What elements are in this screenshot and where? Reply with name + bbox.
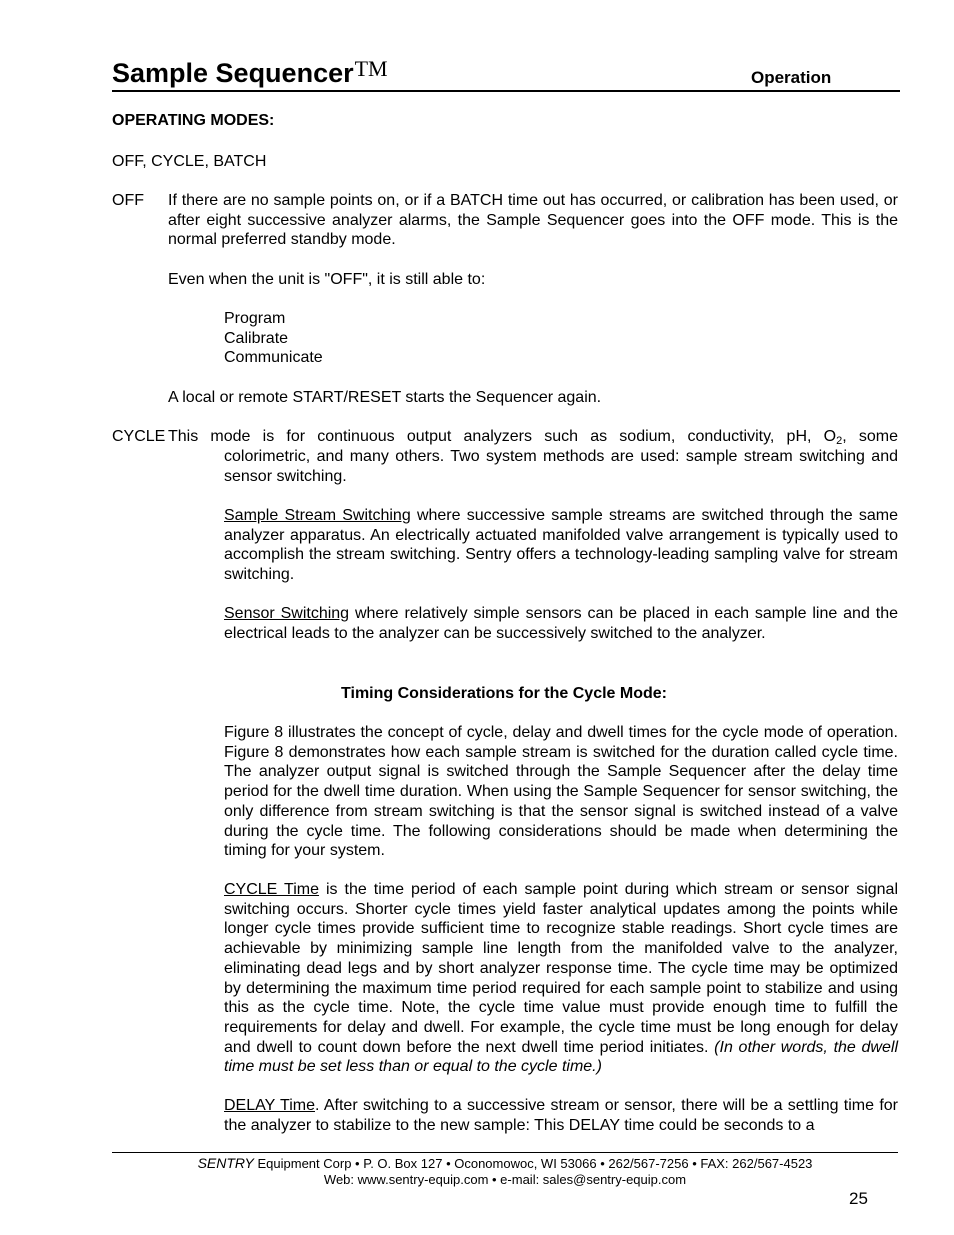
off-mode-label: OFF [112, 192, 144, 209]
footer-web-contact: Web: www.sentry-equip.com • e-mail: sales@sentry-equip.com [323, 1172, 687, 1187]
list-item: Calibrate [224, 329, 289, 347]
cycle-time-note: (In other words, the dwell time must be set less than or equal to the cycle time.) [224, 1038, 898, 1076]
cycle-mode-intro-line: This mode is for continuous output analyzers such as sodium, conductivity, pH, $O_2$, some [168, 428, 899, 447]
list-item: Communicate [224, 349, 323, 367]
sensor-switching-term: Sensor Switching [224, 605, 350, 622]
sample-stream-switching-term: Sample Stream Switching [224, 507, 411, 524]
header-rule [112, 90, 900, 92]
off-mode-abilities-intro: Even when the unit is "OFF", it is still able to: [168, 271, 486, 288]
timing-figure-paragraph: Figure 8 illustrates the concept of cycle, delay and dwell times for the cycle mode of operation. Figure 8 demonstrates how each sample stream is switched for the duration called cycle time. The analyzer output signal is switched through the Sample Sequencer after the delay time period for the dwell time duration. When using the Sample Sequencer for sensor switching, the only difference from stream switching is that the sensor signal is switched instead of a valve during the cycle time. The following considerations should be made when determining the timing for your system. [224, 724, 898, 860]
page-title [112, 56, 388, 89]
list-item: Program [224, 310, 286, 327]
timing-considerations-heading: Timing Considerations for the Cycle Mode: [341, 685, 667, 702]
cycle-mode-label: CYCLE [112, 428, 166, 445]
cycle-time-term: CYCLE Time [224, 881, 320, 898]
section-label: Operation [751, 68, 832, 87]
footer-company-name: SENTRY [197, 1155, 254, 1171]
trademark-symbol: TM [354, 56, 388, 81]
sensor-switching-paragraph: Sensor Switching where relatively simple sensors can be placed in each sample line and the electrical leads to the analyzer can be successively switched to the analyzer. [224, 605, 898, 642]
cycle-time-paragraph: CYCLE Time is the time period of each sample point during which stream or sensor signal switching occurs. Shorter cycle times yield faster analytical updates among the points while longer cycle times provide sufficient time to recognize stable readings. Short cycle times are achievable by minimizing sample line length from the manifolded valve to the analyzer, eliminating dead legs and by short analyzer response time. The cycle time may be optimized by determining the maximum time period required for each sample point to stabilize and using this as the cycle time. Note, the cycle time value must provide enough time to fulfill the requirements for delay and dwell. For example, the cycle time must be long enough for delay and dwell to count down before the next dwell time period initiates. (In other words, the dwell time must be set less than or equal to the cycle time.) [224, 881, 898, 1076]
off-mode-description: If there are no sample points on, or if a BATCH time out has occurred, or calibration has been used, or after eight successive analyzer alarms, the Sample Sequencer goes into the OFF mode. This is the normal preferred standby mode. [168, 192, 898, 249]
delay-time-paragraph: DELAY Time. After switching to a successive stream or sensor, there will be a settling time for the analyzer to stabilize to the new sample: This DELAY time could be seconds to a [224, 1097, 899, 1134]
product-name: Sample Sequencer [112, 58, 354, 88]
delay-time-term: DELAY Time [224, 1097, 315, 1114]
operating-modes-heading: OPERATING MODES: [112, 112, 275, 129]
off-abilities-list [224, 309, 323, 368]
cycle-mode-intro-continued: colorimetric, and many others. Two system methods are used: sample stream switching and sensor switching. [224, 448, 898, 485]
off-mode-restart-note: A local or remote START/RESET starts the Sequencer again. [168, 389, 602, 406]
footer-rule [112, 1152, 898, 1153]
footer-address: SENTRY Equipment Corp • P. O. Box 127 • Oconomowoc, WI 53066 • 262/567-7256 • FAX: 262/567-4523 [197, 1155, 813, 1171]
sample-stream-switching-paragraph: Sample Stream Switching where successive sample streams are switched through the same analyzer apparatus. An electrically actuated manifolded valve arrangement is typically used to accomplish the stream switching. Sentry offers a technology-leading sampling valve for stream switching. [224, 507, 898, 584]
page-number: 25 [849, 1189, 868, 1208]
modes-list: OFF, CYCLE, BATCH [112, 153, 267, 170]
